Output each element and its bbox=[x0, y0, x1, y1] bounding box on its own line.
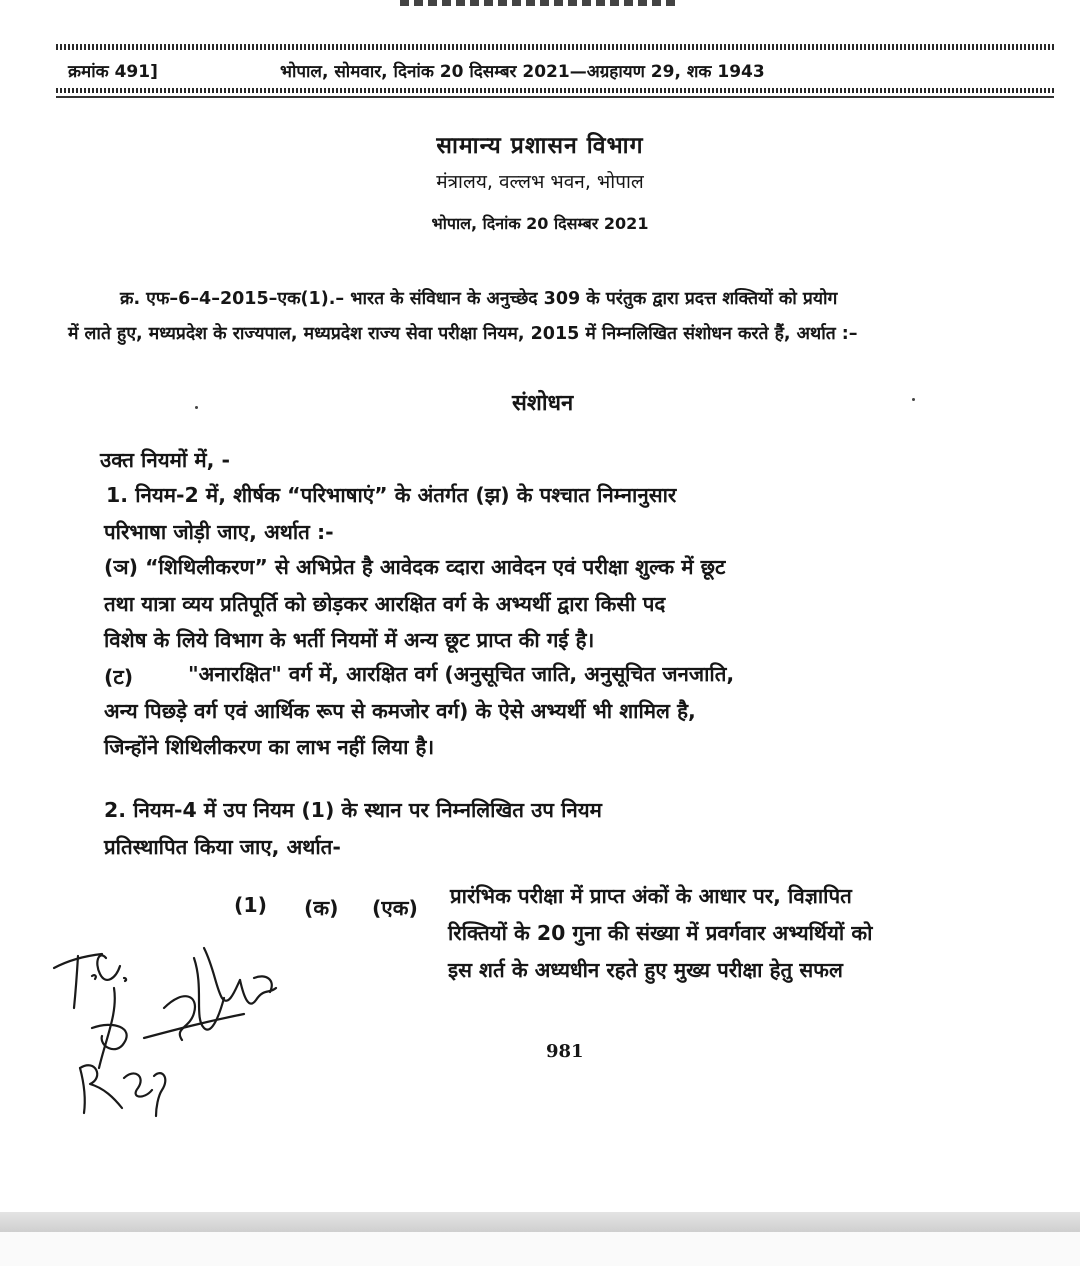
top-hatched-rule bbox=[56, 44, 1054, 50]
bottom-hatched-rule bbox=[56, 88, 1054, 93]
definition-a-line-1: (ञ) “शिथिलीकरण” से अभिप्रेत है आवेदक व्दारा आवेदन एवं परीक्षा शुल्क में छूट bbox=[104, 555, 726, 579]
definition-a-line-3: विशेष के लिये विभाग के भर्ती नियमों में अन्य छूट प्राप्त की गई है। bbox=[104, 628, 595, 652]
scan-bottom-margin bbox=[0, 1232, 1080, 1266]
item2-line-2: प्रतिस्थापित किया जाए, अर्थात- bbox=[104, 835, 341, 859]
body-intro: उक्त नियमों में, - bbox=[100, 448, 231, 472]
preamble-line-1: क्र. एफ–6–4–2015–एक(1).– भारत के संविधान के अनुच्छेद 309 के परंतुक द्वारा प्रदत्त शक्तियों को प्रयोग bbox=[120, 289, 838, 309]
handwritten-signature bbox=[44, 918, 294, 1118]
notification-date: भोपाल, दिनांक 20 दिसम्बर 2021 bbox=[431, 214, 649, 233]
issue-number: क्रमांक 491] bbox=[68, 62, 158, 82]
scan-speck bbox=[912, 398, 915, 401]
cropped-header-strip bbox=[400, 0, 680, 6]
subrule-number: (1) bbox=[234, 893, 268, 917]
header-rule bbox=[56, 96, 1054, 98]
page-number: 981 bbox=[546, 1041, 584, 1062]
scan-speck bbox=[195, 406, 198, 409]
definition-b-line-1: "अनारक्षित" वर्ग में, आरक्षित वर्ग (अनुसूचित जाति, अनुसूचित जनजाति, bbox=[188, 662, 735, 686]
subrule-line-1: प्रारंभिक परीक्षा में प्राप्त अंकों के आधार पर, विज्ञापित bbox=[450, 884, 852, 908]
item1-line-2: परिभाषा जोड़ी जाए, अर्थात :- bbox=[104, 520, 334, 544]
definition-b-line-2: अन्य पिछड़े वर्ग एवं आर्थिक रूप से कमजोर वर्ग) के ऐसे अभ्यर्थी भी शामिल है, bbox=[104, 699, 696, 723]
subrule-line-2: रिक्तियों के 20 गुना की संख्या में प्रवर्गवार अभ्यर्थियों को bbox=[448, 921, 873, 945]
department-address: मंत्रालय, वल्लभ भवन, भोपाल bbox=[436, 171, 644, 193]
preamble-line-2: में लाते हुए, मध्यप्रदेश के राज्यपाल, मध्यप्रदेश राज्य सेवा परीक्षा नियम, 2015 में निम्नलिखित संशोधन करते हैं, अर्थात :– bbox=[68, 324, 858, 344]
definition-b-line-3: जिन्होंने शिथिलीकरण का लाभ नहीं लिया है। bbox=[104, 735, 435, 759]
amendment-heading: संशोधन bbox=[512, 391, 574, 416]
item1-line-1: 1. नियम-2 में, शीर्षक “परिभाषाएं” के अंतर्गत (झ) के पश्चात निम्नानुसार bbox=[106, 483, 677, 507]
subrule-sub-clause: (एक) bbox=[372, 896, 418, 920]
definition-b-label: (ट) bbox=[104, 665, 134, 689]
subrule-line-3: इस शर्त के अध्यधीन रहते हुए मुख्य परीक्षा हेतु सफल bbox=[448, 958, 843, 982]
subrule-clause: (क) bbox=[304, 896, 339, 920]
item2-line-1: 2. नियम-4 में उप नियम (1) के स्थान पर निम्नलिखित उप नियम bbox=[104, 798, 602, 822]
department-title: सामान्य प्रशासन विभाग bbox=[436, 133, 644, 159]
gazette-dateline: भोपाल, सोमवार, दिनांक 20 दिसम्बर 2021—अग्रहायण 29, शक 1943 bbox=[280, 62, 765, 82]
scan-bottom-shadow bbox=[0, 1212, 1080, 1232]
definition-a-line-2: तथा यात्रा व्यय प्रतिपूर्ति को छोड़कर आरक्षित वर्ग के अभ्यर्थी द्वारा किसी पद bbox=[104, 592, 666, 616]
